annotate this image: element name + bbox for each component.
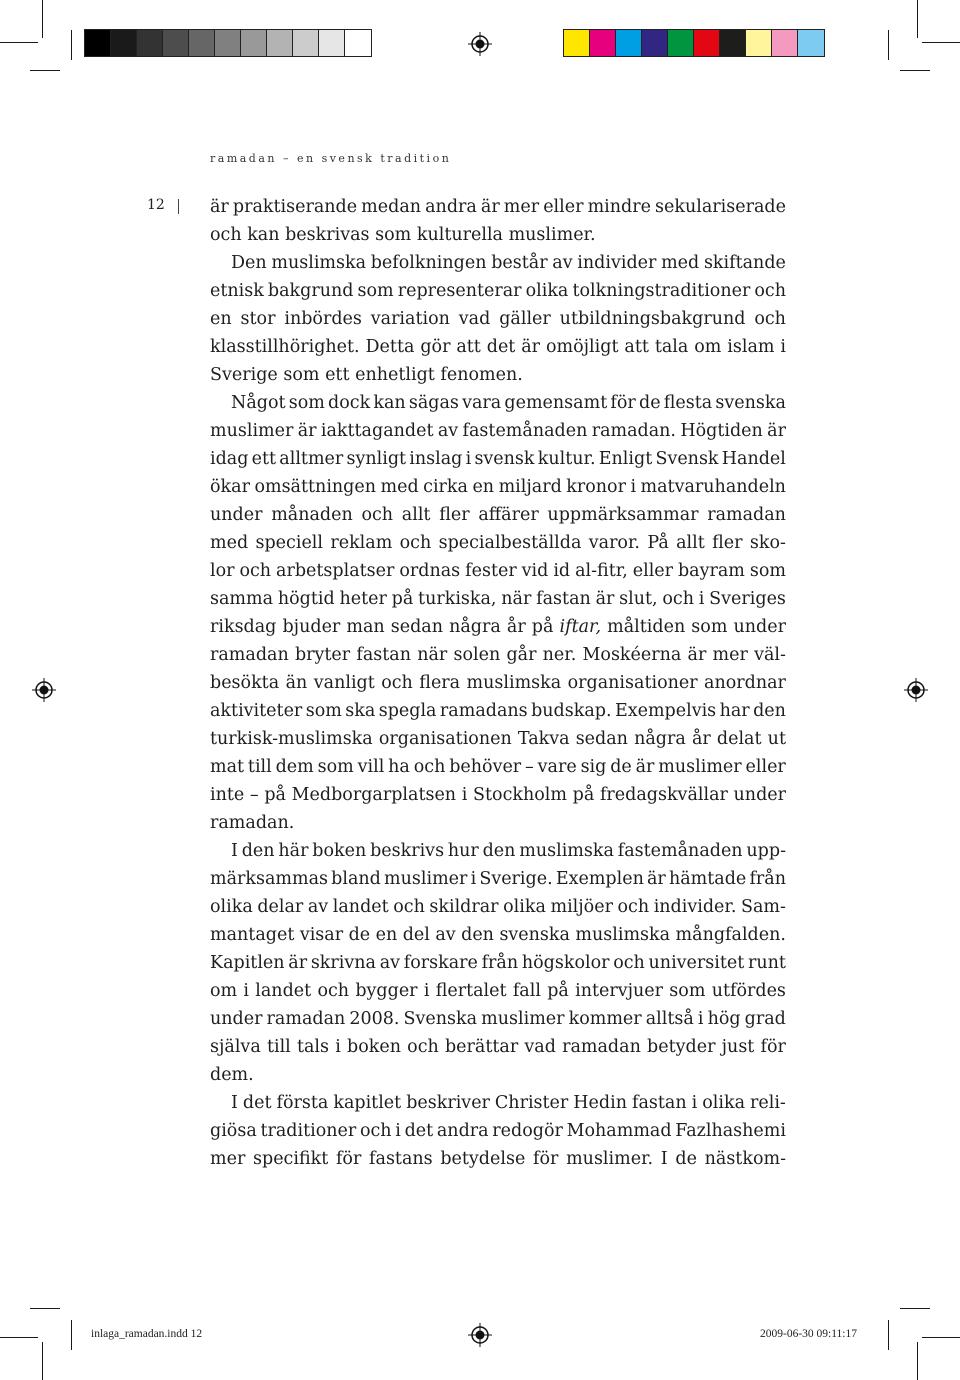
color-swatch (215, 30, 241, 56)
text-line: om i landet och bygger i flertalet fall på intervjuer som utfördes (210, 981, 786, 1001)
registration-mark-icon (32, 678, 56, 702)
color-swatch (746, 30, 772, 56)
text-line: muslimer är iakttagandet av fastemånaden ramadan. Högtiden är (210, 421, 786, 441)
color-swatch (267, 30, 293, 56)
slug-timestamp: 2009-06-30 09:11:17 (760, 1328, 857, 1340)
color-swatch (241, 30, 267, 56)
text-line: under ramadan 2008. Svenska muslimer kommer alltså i hög grad (210, 1009, 786, 1029)
crop-mark (917, 0, 918, 38)
text-line: aktiviteter som ska spegla ramadans budskap. Exempelvis har den (210, 701, 786, 721)
text-line: idag ett alltmer synligt inslag i svensk kultur. Enligt Svensk Handel (210, 449, 786, 469)
color-swatch (772, 30, 798, 56)
color-swatch (590, 30, 616, 56)
color-swatch (668, 30, 694, 56)
color-swatch (798, 30, 824, 56)
crop-mark (42, 1342, 43, 1380)
text-line: samma högtid heter på turkiska, när fastan är slut, och i Sveriges (210, 589, 786, 609)
text-line: och kan beskrivas som kulturella muslimer. (210, 225, 596, 245)
text-line: etnisk bakgrund som representerar olika tolkningstraditioner och (210, 281, 786, 301)
text-line: turkisk-muslimska organisationen Takva sedan några år delat ut (210, 729, 786, 749)
color-swatch (137, 30, 163, 56)
text-line: Något som dock kan sägas vara gemensamt för de flesta svenska (231, 393, 786, 413)
color-swatch (85, 30, 111, 56)
crop-mark (30, 1308, 60, 1309)
text-line: Den muslimska befolkningen består av individer med skiftande (231, 253, 786, 273)
color-swatch (616, 30, 642, 56)
crop-mark (0, 42, 38, 43)
text-line: olika delar av landet och skildrar olika miljöer och individer. Sam- (210, 897, 786, 917)
text-line: själva till tals i boken och berättar vad ramadan betyder just för (210, 1037, 786, 1057)
text-line: märksammas bland muslimer i Sverige. Exemplen är hämtade från (210, 869, 786, 889)
text-line: med speciell reklam och specialbeställda varor. På allt fler sko- (210, 533, 786, 553)
color-swatch (189, 30, 215, 56)
crop-mark (900, 70, 930, 71)
crop-mark (922, 1337, 960, 1338)
crop-mark (42, 0, 43, 38)
text-line: ökar omsättningen med cirka en miljard kronor i matvaruhandeln (210, 477, 786, 497)
text-line: inte – på Medborgarplatsen i Stockholm på fredagskvällar under (210, 785, 786, 805)
color-swatch (642, 30, 668, 56)
color-swatch (564, 30, 590, 56)
crop-mark (888, 30, 889, 60)
text-line: under månaden och allt fler affärer uppmärksammar ramadan (210, 505, 786, 525)
color-swatch (345, 30, 371, 56)
text-line: Kapitlen är skrivna av forskare från högskolor och universitet runt (210, 953, 786, 973)
registration-mark-icon (468, 32, 492, 56)
text-line: mer specifikt för fastans betydelse för muslimer. I de nästkom- (210, 1149, 786, 1169)
color-swatch (293, 30, 319, 56)
color-swatch (694, 30, 720, 56)
registration-mark-icon (904, 678, 928, 702)
text-line: I den här boken beskrivs hur den muslimska fastemånaden upp- (231, 841, 786, 861)
grayscale-color-bar (84, 29, 372, 57)
crop-mark (900, 1308, 930, 1309)
text-line: mantaget visar de en del av den svenska muslimska mångfalden. (210, 925, 786, 945)
text-line: Sverige som ett enhetligt fenomen. (210, 365, 523, 385)
text-line: mat till dem som vill ha och behöver – vare sig de är muslimer eller (210, 757, 786, 777)
text-line: besökta än vanligt och flera muslimska organisationer anordnar (210, 673, 786, 693)
text-line: lor och arbetsplatser ordnas fester vid id al-fitr, eller bayram som (210, 561, 786, 581)
text-line: klasstillhörighet. Detta gör att det är omöjligt att tala om islam i (210, 337, 786, 357)
text-line: ramadan bryter fastan när solen går ner. Moskéerna är mer väl- (210, 645, 786, 665)
text-line: är praktiserande medan andra är mer eller mindre sekulariserade (210, 197, 786, 217)
text-line: dem. (210, 1065, 254, 1085)
color-swatch (720, 30, 746, 56)
text-line: giösa traditioner och i det andra redogör Mohammad Fazlhashemi (210, 1121, 786, 1141)
crop-mark (0, 1337, 38, 1338)
text-line: ramadan. (210, 813, 295, 833)
crop-mark (71, 30, 72, 60)
color-swatch (319, 30, 345, 56)
text-line: I det första kapitlet beskriver Christer Hedin fastan i olika reli- (231, 1093, 786, 1113)
crop-mark (71, 1320, 72, 1350)
text-line: en stor inbördes variation vad gäller utbildningsbakgrund och (210, 309, 786, 329)
page-number: 12 (147, 197, 165, 213)
running-head: ramadan – en svensk tradition (210, 152, 452, 165)
crop-mark (888, 1320, 889, 1350)
slug-filename: inlaga_ramadan.indd 12 (91, 1328, 203, 1340)
folio-divider (178, 199, 179, 214)
registration-mark-icon (468, 1323, 492, 1347)
process-color-bar (563, 29, 825, 57)
color-swatch (111, 30, 137, 56)
text-line: riksdag bjuder man sedan några år på iftar, måltiden som under (210, 617, 786, 637)
crop-mark (922, 42, 960, 43)
color-swatch (163, 30, 189, 56)
crop-mark (30, 70, 60, 71)
body-text (210, 193, 786, 1173)
crop-mark (917, 1342, 918, 1380)
